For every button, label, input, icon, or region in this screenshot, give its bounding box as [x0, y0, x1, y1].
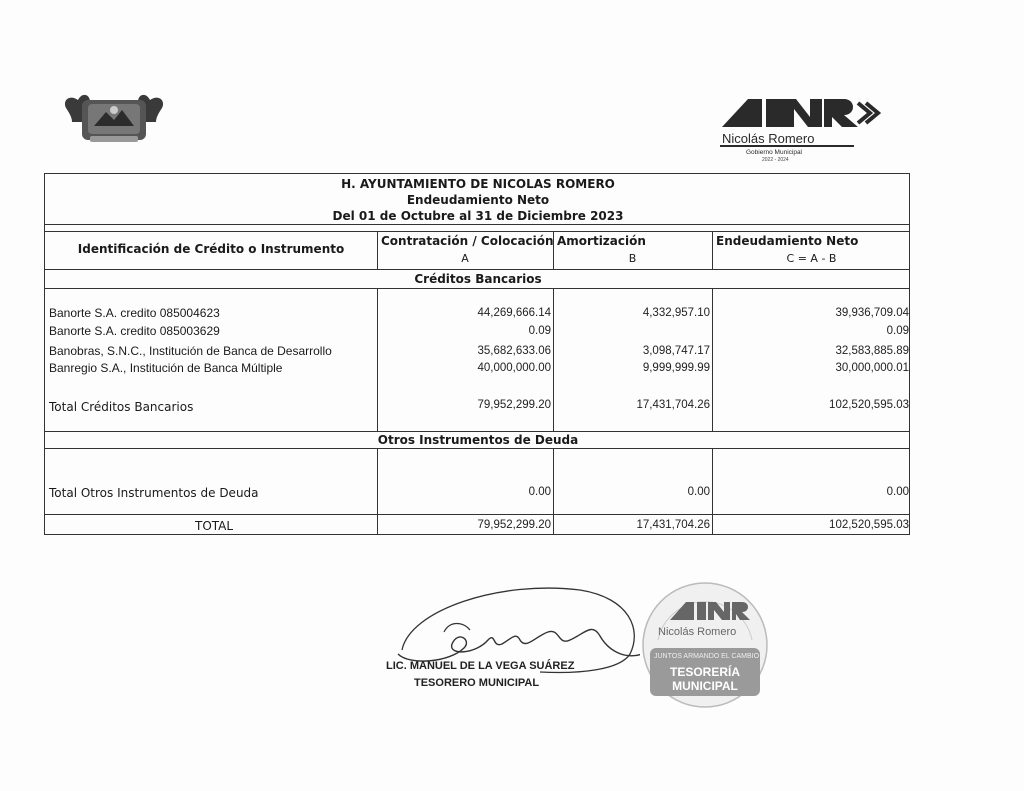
- row-instrument-name: Banorte S.A. credito 085004623: [49, 306, 220, 320]
- row-instrument-name: Banregio S.A., Institución de Banca Múltiple: [49, 361, 283, 375]
- seal-dept-line2: MUNICIPAL: [672, 679, 738, 693]
- subtotal-value-a: 79,952,299.20: [477, 399, 551, 411]
- logo-name: Nicolás Romero: [722, 131, 815, 146]
- total-value-a: 79,952,299.20: [477, 519, 551, 531]
- row-value-a: 44,269,666.14: [477, 307, 551, 319]
- column-header-contratacion: Contratación / Colocación: [381, 234, 554, 248]
- row-value-a: 40,000,000.00: [477, 362, 551, 374]
- section-otros-instrumentos: Otros Instrumentos de Deuda: [377, 433, 579, 447]
- seal-name: Nicolás Romero: [658, 626, 737, 638]
- row-value-a: 0.09: [528, 325, 551, 337]
- subtotal-label: Total Créditos Bancarios: [49, 400, 194, 414]
- seal-motto: JUNTOS ARMANDO EL CAMBIO: [654, 653, 760, 660]
- total-label: TOTAL: [195, 519, 234, 533]
- municipal-crest-logo: [60, 86, 168, 146]
- column-header-amortizacion: Amortización: [557, 234, 646, 248]
- subtotal-value-a: 0.00: [528, 486, 551, 498]
- signer-role: TESORERO MUNICIPAL: [414, 677, 540, 689]
- row-value-c: 32,583,885.89: [835, 345, 909, 357]
- row-value-c: 30,000,000.01: [835, 362, 909, 374]
- row-instrument-name: Banorte S.A. credito 085003629: [49, 324, 220, 338]
- row-instrument-name: Banobras, S.N.C., Institución de Banca de Desarrollo: [49, 344, 332, 358]
- column-header-instrument: Identificación de Crédito o Instrumento: [77, 242, 345, 256]
- subtotal-value-c: 102,520,595.03: [829, 399, 909, 411]
- signer-name: LIC. MANUEL DE LA VEGA SUÁREZ: [386, 660, 575, 672]
- logo-years: 2022 - 2024: [762, 157, 789, 163]
- column-code-c: C = A - B: [786, 252, 837, 265]
- report-period: Del 01 de Octubre al 31 de Diciembre 2023: [332, 209, 624, 223]
- column-code-b: B: [628, 252, 637, 265]
- subtotal-value-b: 17,431,704.26: [636, 399, 710, 411]
- handwritten-signature: [380, 570, 640, 700]
- tesoreria-seal-stamp: [640, 580, 770, 710]
- report-table: [44, 173, 910, 535]
- report-title: Endeudamiento Neto: [406, 193, 550, 207]
- total-value-b: 17,431,704.26: [636, 519, 710, 531]
- subtotal-value-b: 0.00: [687, 486, 710, 498]
- logo-subtitle: Gobierno Municipal: [746, 149, 803, 156]
- row-value-c: 39,936,709.04: [835, 307, 909, 319]
- row-value-b: 3,098,747.17: [642, 345, 710, 357]
- row-value-a: 35,682,633.06: [477, 345, 551, 357]
- row-value-b: 9,999,999.99: [642, 362, 710, 374]
- row-value-c: 0.09: [886, 325, 909, 337]
- total-value-c: 102,520,595.03: [829, 519, 909, 531]
- section-creditos-bancarios: Créditos Bancarios: [414, 272, 542, 286]
- seal-dept-line1: TESORERÍA: [669, 665, 741, 679]
- row-value-b: 4,332,957.10: [642, 307, 710, 319]
- column-code-a: A: [461, 252, 469, 265]
- entity-title: H. AYUNTAMIENTO DE NICOLAS ROMERO: [341, 177, 615, 191]
- anr-nicolas-romero-logo: [718, 93, 886, 165]
- subtotal-label: Total Otros Instrumentos de Deuda: [49, 486, 259, 500]
- subtotal-value-c: 0.00: [886, 486, 909, 498]
- column-header-endeudamiento: Endeudamiento Neto: [716, 234, 859, 248]
